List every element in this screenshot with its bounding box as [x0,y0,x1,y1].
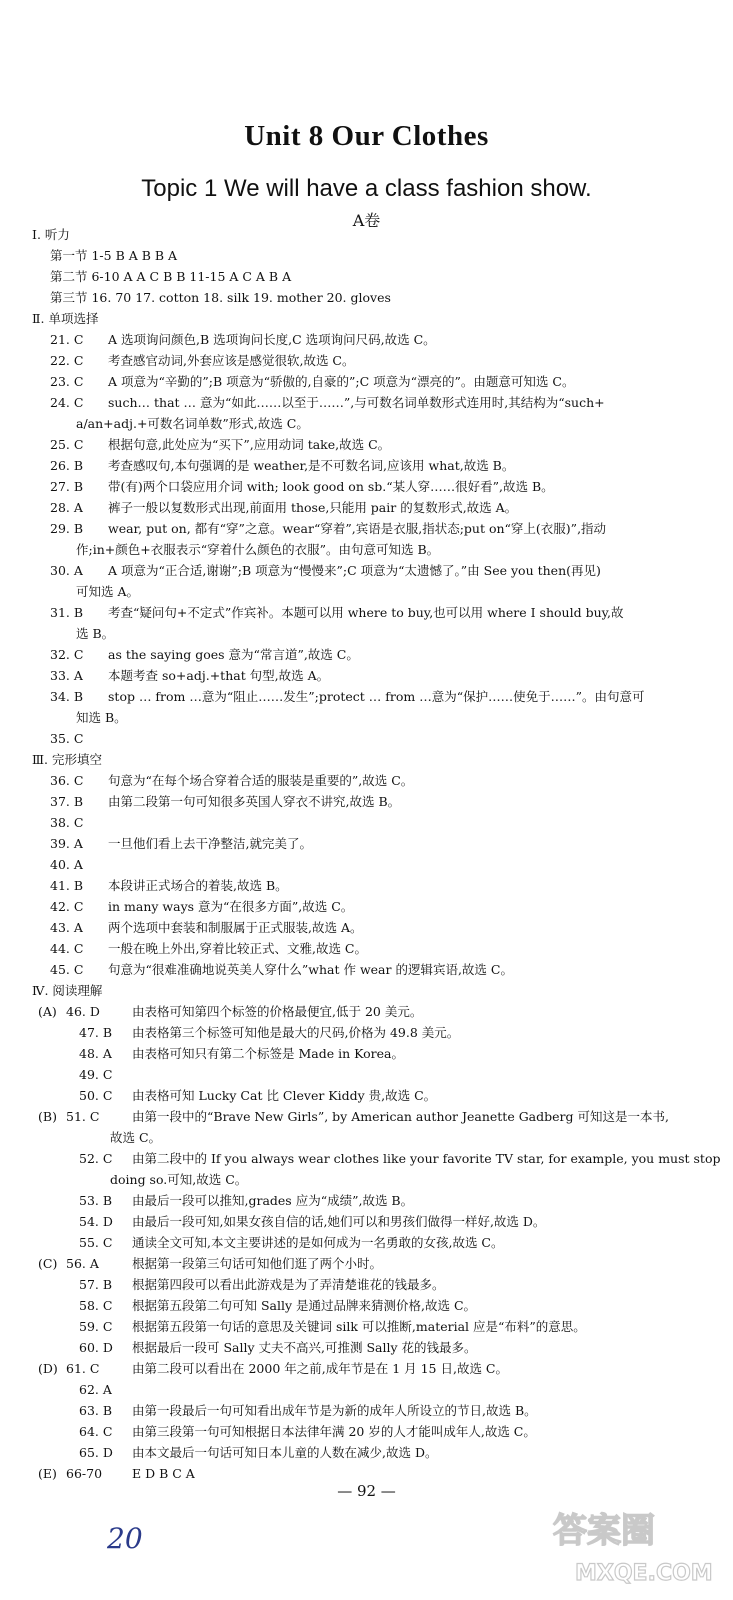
question-explanation: 由表格可知第四个标签的价格最便宜,低于 20 美元。 [132,1004,423,1019]
question-explanation: 由第一段最后一句可知看出成年节是为新的成年人所设立的节日,故选 B。 [132,1403,537,1418]
question-answer: 63. B [79,1403,113,1418]
listening-answer-line: 第二节 6-10 A A C B B 11-15 A C A B A [50,269,292,284]
question-explanation: wear, put on, 都有“穿”之意。wear“穿着”,宾语是衣服,指状态;put on“穿上(衣服)”,指动 [108,521,607,536]
question-explanation: A 项意为“正合适,谢谢”;B 项意为“慢慢来”;C 项意为“太遗憾了。”由 See you then(再见) [108,563,601,578]
question-explanation: 根据第五段第一句话的意思及关键词 silk 可以推断,material 应是“布料”的意思。 [132,1319,586,1334]
passage-group-label: (B) [38,1109,57,1124]
question-answer: 42. C [50,899,84,914]
question-answer: 26. B [50,458,84,473]
page-number: — 92 — [337,1482,396,1500]
question-explanation: 考查“疑问句+不定式”作宾补。本题可以用 where to buy,也可以用 where I should buy,故 [108,605,624,620]
question-explanation: 由第二段中的 If you always wear clothes like your favorite TV star, for example, you must stop [132,1151,721,1166]
question-explanation: 由第二段第一句可知很多英国人穿衣不讲究,故选 B。 [108,794,401,809]
question-explanation: 由第三段第一句可知根据日本法律年满 20 岁的人才能叫成年人,故选 C。 [132,1424,536,1439]
question-explanation: 带(有)两个口袋应用介词 with; look good on sb.“某人穿……很好看”,故选 B。 [108,479,554,494]
question-explanation: 通读全文可知,本文主要讲述的是如何成为一名勇敢的女孩,故选 C。 [132,1235,504,1250]
explanation-continuation: 可知选 A。 [76,584,140,599]
question-answer: 52. C [79,1151,113,1166]
question-explanation: 两个选项中套装和制服属于正式服装,故选 A。 [108,920,363,935]
question-answer: 32. C [50,647,84,662]
section-heading: Ⅳ. 阅读理解 [32,983,103,998]
question-explanation: 由表格第三个标签可知他是最大的尺码,价格为 49.8 美元。 [132,1025,460,1040]
question-explanation: 句意为“在每个场合穿着合适的服装是重要的”,故选 C。 [108,773,414,788]
question-answer: 29. B [50,521,84,536]
explanation-continuation: 选 B。 [76,626,115,641]
question-explanation: 根据第四段可以看出此游戏是为了弄清楚谁花的钱最多。 [132,1277,445,1292]
passage-group-label: (A) [38,1004,57,1019]
question-answer: 60. D [79,1340,113,1355]
question-explanation: 由表格可知 Lucky Cat 比 Clever Kiddy 贵,故选 C。 [132,1088,437,1103]
section-heading: Ⅱ. 单项选择 [32,311,99,326]
question-answer: 36. C [50,773,84,788]
question-answer: 45. C [50,962,84,977]
question-explanation: 根据句意,此处应为“买下”,应用动词 take,故选 C。 [108,437,391,452]
unit-title: Unit 8 Our Clothes [244,120,489,152]
explanation-continuation: 故选 C。 [110,1130,162,1145]
question-explanation: 由最后一段可知,如果女孩自信的话,她们可以和男孩们做得一样好,故选 D。 [132,1214,546,1229]
question-answer: 46. D [66,1004,100,1019]
explanation-continuation: 作;in+颜色+衣服表示“穿着什么颜色的衣服”。由句意可知选 B。 [76,542,440,557]
passage-group-label: (C) [38,1256,58,1271]
question-answer: 49. C [79,1067,113,1082]
section-heading: Ⅲ. 完形填空 [32,752,103,767]
handwritten-note: 20 [107,1522,143,1555]
explanation-continuation: a/an+adj.+可数名词单数”形式,故选 C。 [76,416,309,431]
question-answer: 28. A [50,500,83,515]
question-answer: 38. C [50,815,84,830]
question-answer: 24. C [50,395,84,410]
listening-answer-line: 第三节 16. 70 17. cotton 18. silk 19. mother 20. gloves [50,290,391,305]
question-explanation: such… that … 意为“如此……以至于……”,与可数名词单数形式连用时,其结构为“such+ [108,395,605,410]
question-answer: 30. A [50,563,83,578]
question-answer: 23. C [50,374,84,389]
question-answer: 40. A [50,857,83,872]
question-explanation: 根据最后一段可 Sally 丈夫不高兴,可推测 Sally 花的钱最多。 [132,1340,477,1355]
question-explanation: 一般在晚上外出,穿着比较正式、文雅,故选 C。 [108,941,367,956]
listening-answer-line: 第一节 1-5 B A B B A [50,248,178,263]
question-answer: 66-70 [66,1466,103,1481]
question-answer: 21. C [50,332,84,347]
question-answer: 37. B [50,794,84,809]
question-answer: 44. C [50,941,84,956]
explanation-continuation: doing so.可知,故选 C。 [110,1172,248,1187]
watermark-url: MXQE.COM [575,1561,713,1586]
question-answer: 22. C [50,353,84,368]
passage-group-label: (E) [38,1466,57,1481]
question-explanation: 由第二段可以看出在 2000 年之前,成年节是在 1 月 15 日,故选 C。 [132,1361,508,1376]
question-answer: 43. A [50,920,83,935]
question-answer: 41. B [50,878,84,893]
question-answer: 33. A [50,668,83,683]
question-answer: 64. C [79,1424,113,1439]
explanation-continuation: 知选 B。 [76,710,127,725]
passage-group-label: (D) [38,1361,58,1376]
question-explanation: 根据第一段第三句话可知他们逛了两个小时。 [132,1256,383,1271]
question-answer: 56. A [66,1256,99,1271]
paper-version-label: A卷 [352,211,381,230]
question-explanation: 考查感叹句,本句强调的是 weather,是不可数名词,应该用 what,故选 B。 [108,458,515,473]
question-answer: 61. C [66,1361,100,1376]
watermark-logo [545,1500,725,1590]
question-explanation: 裤子一般以复数形式出现,前面用 those,只能用 pair 的复数形式,故选 A。 [108,500,518,515]
question-explanation: 句意为“很难准确地说英美人穿什么”what 作 wear 的逻辑宾语,故选 C。 [108,962,513,977]
question-explanation: 由表格可知只有第二个标签是 Made in Korea。 [132,1046,404,1061]
question-answer: 53. B [79,1193,113,1208]
question-answer: 47. B [79,1025,113,1040]
question-explanation: 本段讲正式场合的着装,故选 B。 [108,878,288,893]
question-explanation: 由第一段中的“Brave New Girls”, by American author Jeanette Gadberg 可知这是一本书, [132,1109,669,1124]
question-explanation: A 选项询问颜色,B 选项询问长度,C 选项询问尺码,故选 C。 [108,332,436,347]
question-answer: 57. B [79,1277,113,1292]
question-explanation: 考查感官动词,外套应该是感觉很软,故选 C。 [108,353,355,368]
question-answer: 34. B [50,689,84,704]
question-explanation: stop … from …意为“阻止……发生”;protect … from …意为“保护……使免于……”。由句意可 [108,689,645,704]
question-answer: 58. C [79,1298,113,1313]
question-answer: 35. C [50,731,84,746]
question-explanation: 根据第五段第二句可知 Sally 是通过品牌来猜测价格,故选 C。 [132,1298,477,1313]
question-answer: 62. A [79,1382,112,1397]
watermark-text: 答案圈 [553,1511,655,1551]
question-explanation: 由本文最后一句话可知日本儿童的人数在减少,故选 D。 [132,1445,438,1460]
question-answer: 65. D [79,1445,113,1460]
question-answer: 48. A [79,1046,112,1061]
question-explanation: A 项意为“辛勤的”;B 项意为“骄傲的,自豪的”;C 项意为“漂亮的”。由题意可知选 C。 [108,374,575,389]
question-explanation: as the saying goes 意为“常言道”,故选 C。 [108,647,359,662]
question-answer: 51. C [66,1109,100,1124]
question-answer: 50. C [79,1088,113,1103]
question-explanation: E D B C A [132,1466,195,1481]
question-answer: 39. A [50,836,83,851]
question-answer: 31. B [50,605,84,620]
question-explanation: 本题考查 so+adj.+that 句型,故选 A。 [108,668,330,683]
question-answer: 55. C [79,1235,113,1250]
question-answer: 54. D [79,1214,113,1229]
question-explanation: 由最后一段可以推知,grades 应为“成绩”,故选 B。 [132,1193,414,1208]
topic-title: Topic 1 We will have a class fashion show. [141,175,592,202]
question-answer: 25. C [50,437,84,452]
question-answer: 59. C [79,1319,113,1334]
question-explanation: in many ways 意为“在很多方面”,故选 C。 [108,899,354,914]
section-heading: Ⅰ. 听力 [32,227,70,242]
question-answer: 27. B [50,479,84,494]
question-explanation: 一旦他们看上去干净整洁,就完美了。 [108,836,312,851]
